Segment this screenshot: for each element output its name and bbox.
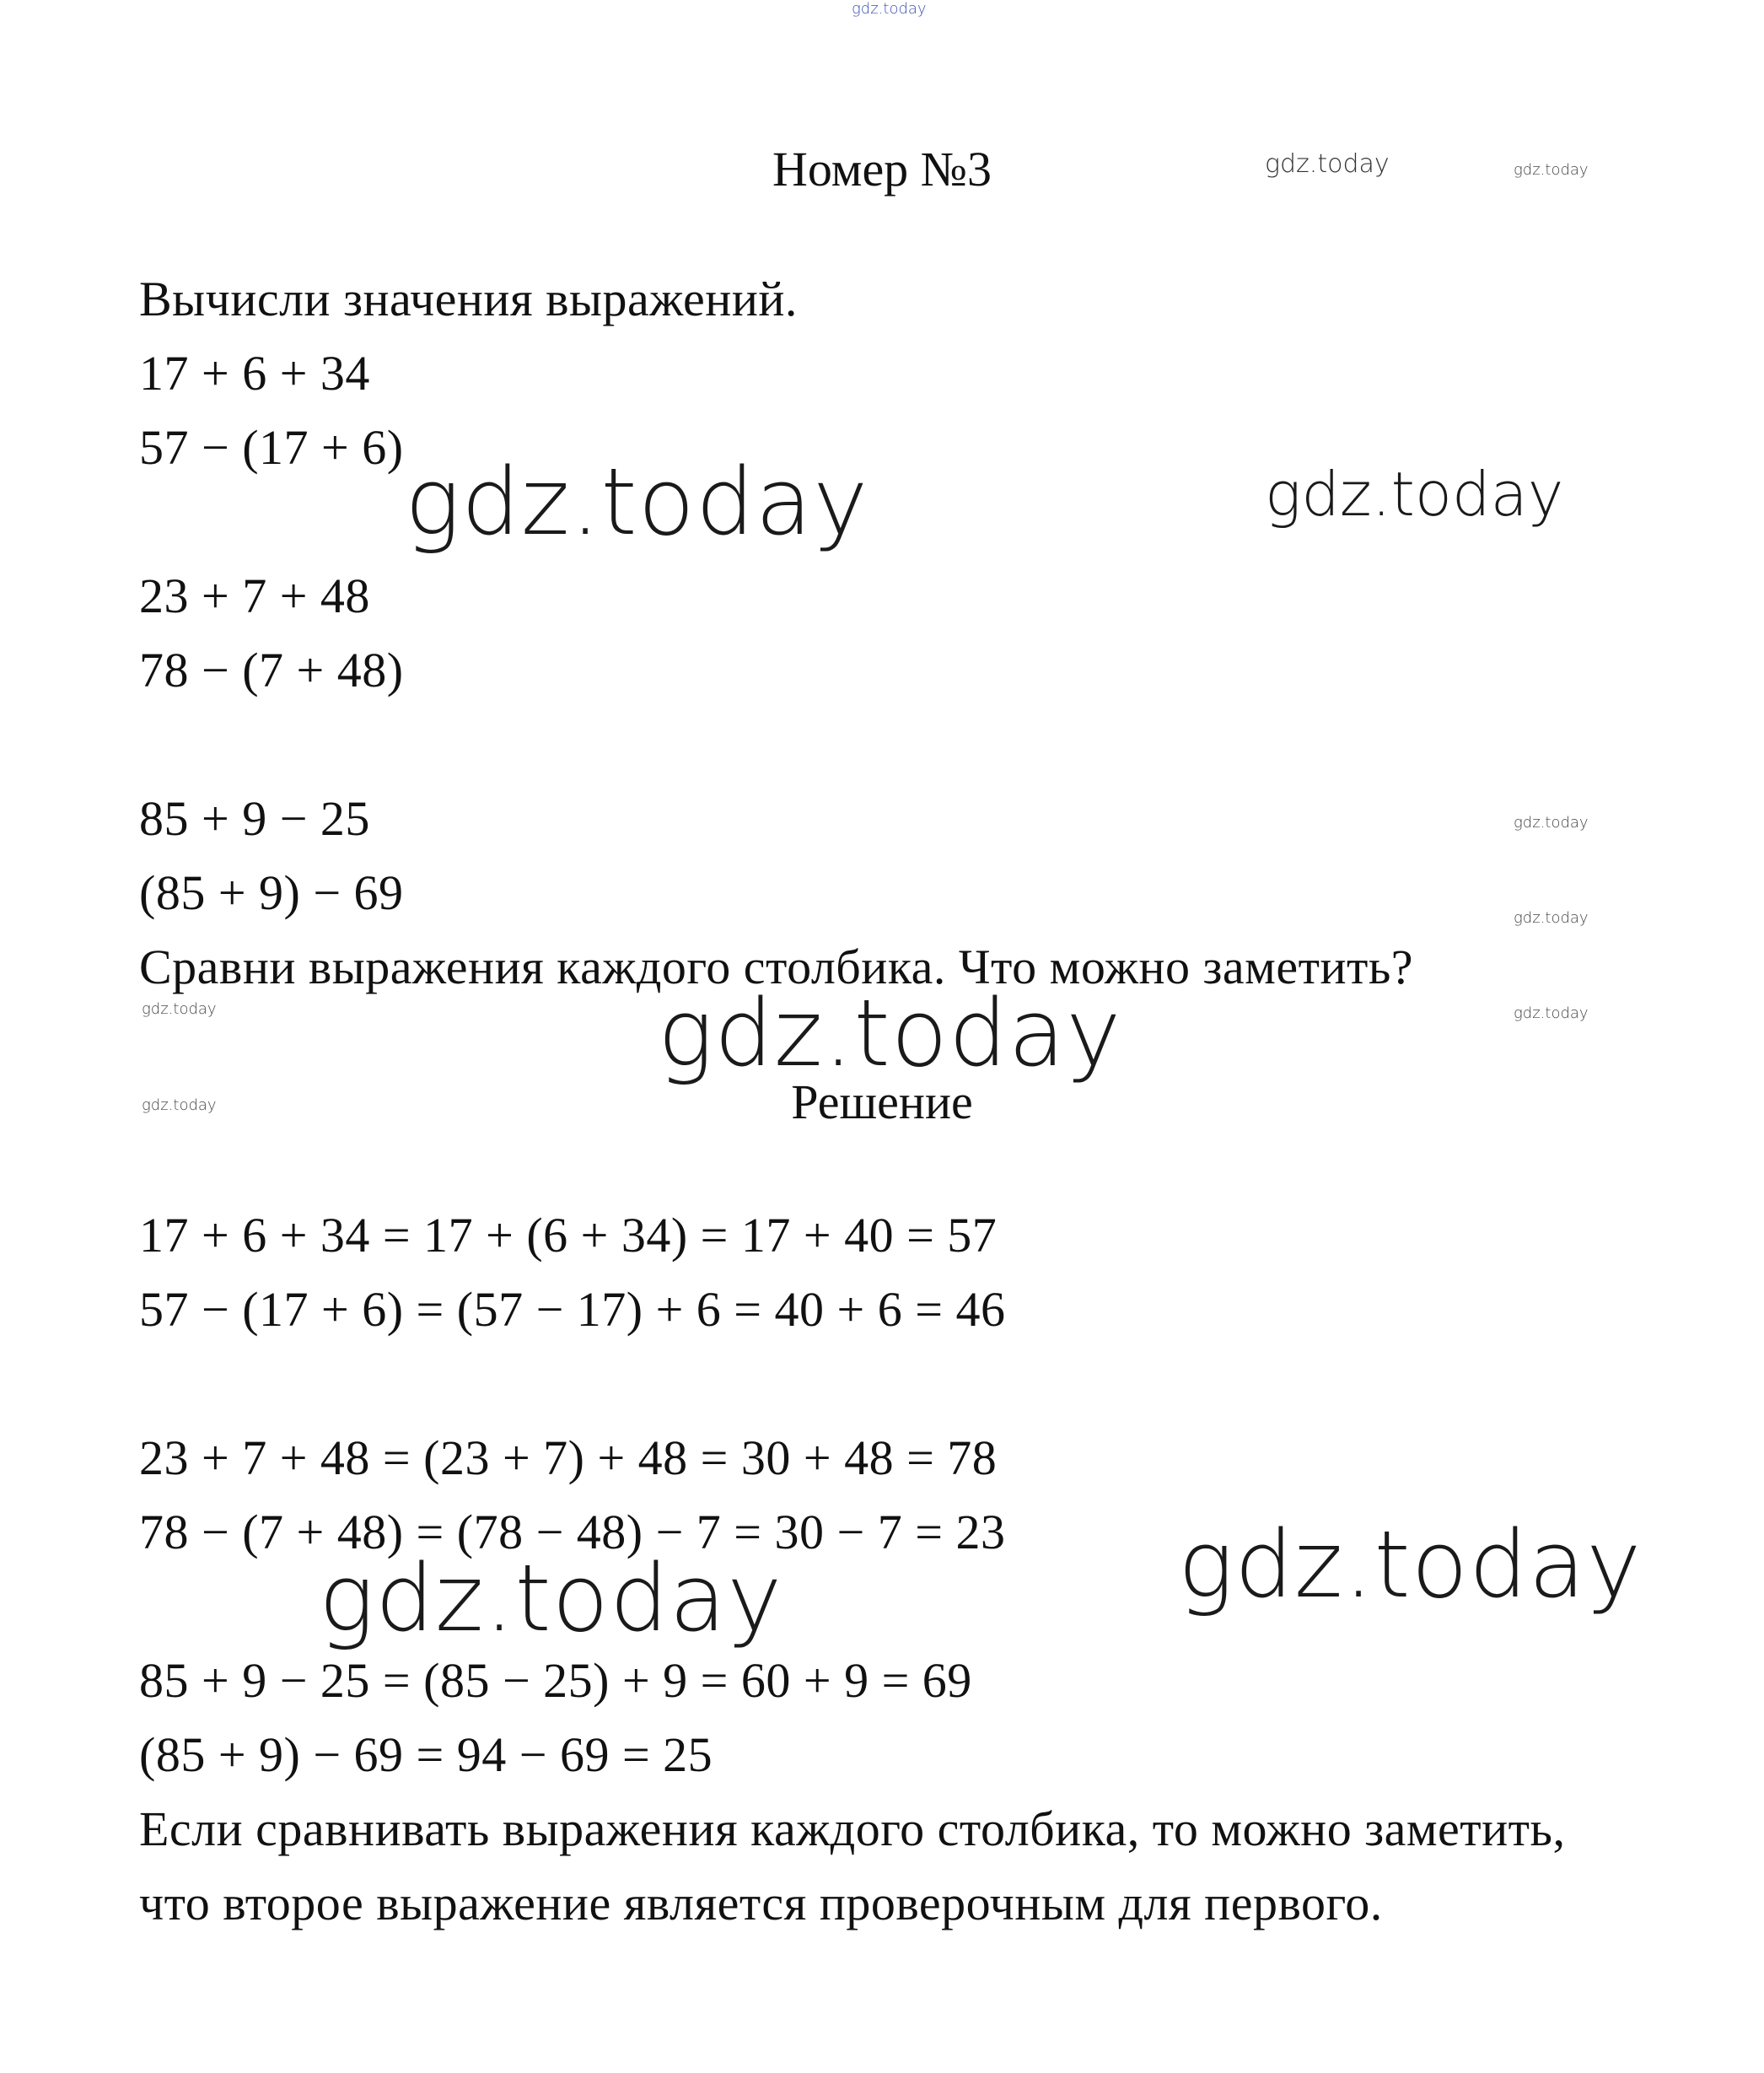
watermark: gdz.today	[405, 448, 869, 556]
task-question: Сравни выражения каждого столбика. Что можно заметить?	[139, 940, 1414, 994]
watermark-top: gdz.today	[852, 0, 927, 18]
task-expression: 57 − (17 + 6)	[139, 420, 404, 475]
watermark: gdz.today	[1514, 161, 1589, 179]
task-expression: 85 + 9 − 25	[139, 791, 370, 846]
watermark: gdz.today	[1514, 1004, 1589, 1022]
watermark: gdz.today	[1265, 459, 1564, 530]
solution-heading: Решение	[791, 1074, 973, 1129]
watermark: gdz.today	[1265, 149, 1390, 179]
task-expression: 23 + 7 + 48	[139, 568, 370, 623]
task-expression: (85 + 9) − 69	[139, 865, 404, 920]
solution-line: 57 − (17 + 6) = (57 − 17) + 6 = 40 + 6 = 46	[139, 1282, 1006, 1337]
task-expression: 78 − (7 + 48)	[139, 643, 404, 697]
task-expression: 17 + 6 + 34	[139, 346, 370, 401]
watermark: gdz.today	[142, 1000, 217, 1018]
solution-line: 78 − (7 + 48) = (78 − 48) − 7 = 30 − 7 = 23	[139, 1505, 1006, 1559]
watermark: gdz.today	[1178, 1510, 1643, 1618]
watermark: gdz.today	[658, 979, 1122, 1087]
page-title: Номер №3	[772, 142, 992, 197]
watermark: gdz.today	[142, 1096, 217, 1114]
task-instruction: Вычисли значения выражений.	[139, 272, 798, 326]
solution-conclusion: Если сравнивать выражения каждого столбика, то можно заметить,	[139, 1801, 1566, 1856]
watermark: gdz.today	[1514, 909, 1589, 927]
solution-line: 85 + 9 − 25 = (85 − 25) + 9 = 60 + 9 = 69	[139, 1653, 972, 1708]
solution-conclusion: что второе выражение является проверочным для первого.	[139, 1876, 1383, 1930]
solution-line: 23 + 7 + 48 = (23 + 7) + 48 = 30 + 48 = 78	[139, 1430, 998, 1485]
solution-line: 17 + 6 + 34 = 17 + (6 + 34) = 17 + 40 = 57	[139, 1208, 998, 1263]
watermark: gdz.today	[1514, 814, 1589, 832]
watermark: gdz.today	[319, 1544, 783, 1652]
solution-line: (85 + 9) − 69 = 94 − 69 = 25	[139, 1727, 713, 1782]
